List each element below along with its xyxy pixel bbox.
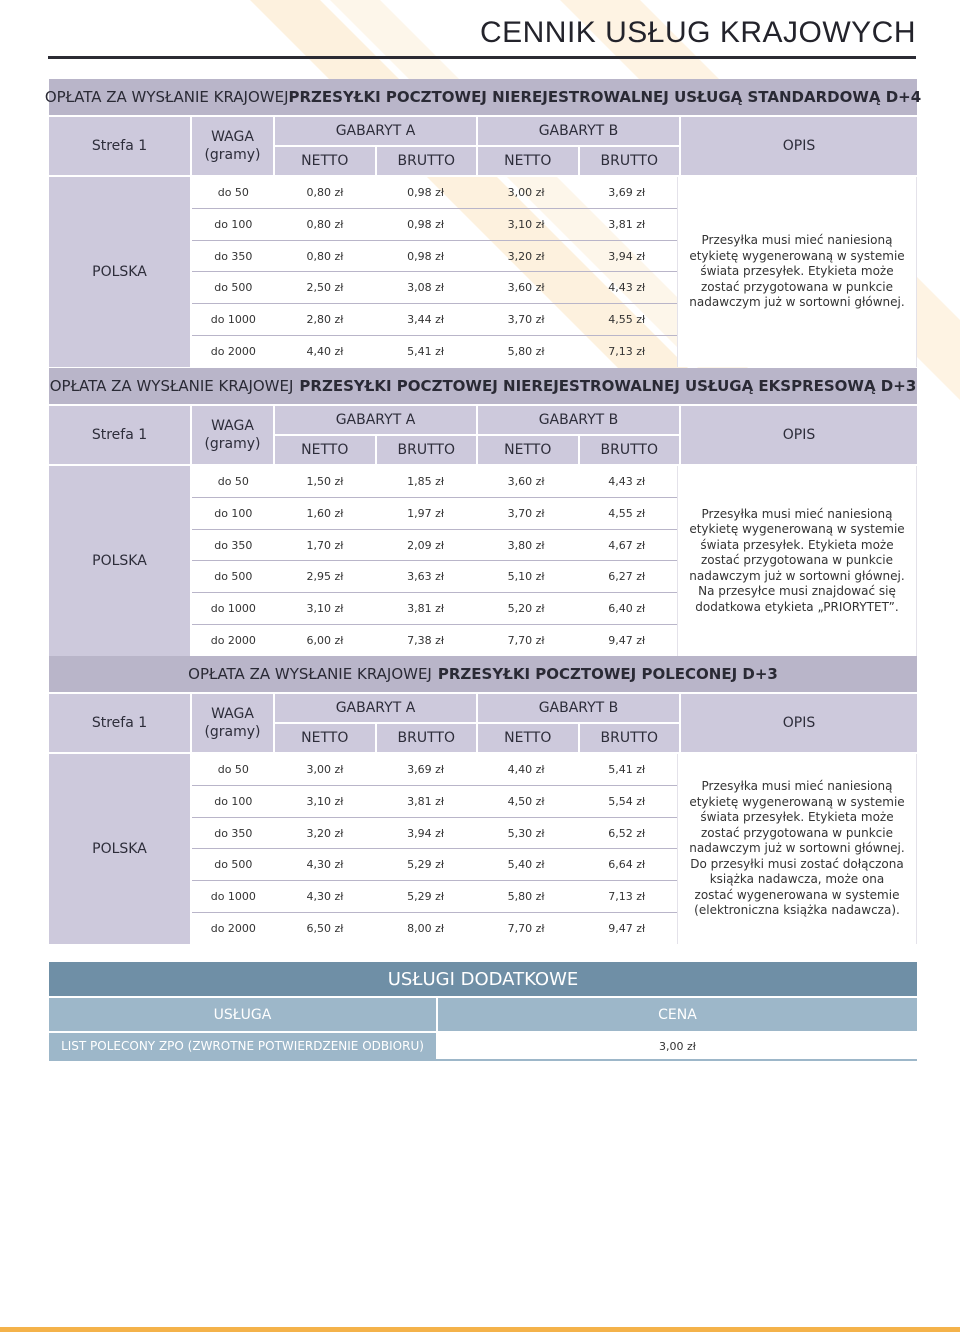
price-cell: 0,80 zł — [306, 217, 344, 231]
weight-cell: do 500 — [214, 281, 253, 295]
weight-cell: do 50 — [217, 474, 249, 488]
price-cell: 3,44 zł — [407, 313, 444, 327]
price-cell: 6,50 zł — [306, 922, 344, 936]
table-row — [192, 241, 677, 273]
description-line: książka nadawcza, może ona — [709, 872, 885, 887]
price-cell: 3,00 zł — [507, 185, 545, 199]
column-headers — [49, 117, 917, 177]
table-row — [192, 498, 677, 530]
weight-cell: do 1000 — [210, 313, 256, 327]
weight-header — [192, 406, 275, 464]
net-header: NETTO — [476, 147, 578, 175]
description-header: OPIS — [681, 117, 917, 175]
price-rows — [192, 466, 677, 656]
table-row — [192, 881, 677, 913]
section-title-bold: PRZESYŁKI POCZTOWEJ NIEREJESTROWALNEJ USŁUGĄ STANDARDOWĄ D+4 — [288, 88, 922, 106]
description-line: nadawczym już w sortowni głównej. — [689, 841, 905, 856]
net-header: NETTO — [476, 436, 578, 464]
price-cell: 3,70 zł — [507, 506, 545, 520]
table-row — [192, 561, 677, 593]
price-cell: 7,13 zł — [608, 890, 646, 904]
net-header: NETTO — [275, 147, 375, 175]
description-line: Przesyłka musi mieć naniesioną — [701, 779, 893, 794]
weight-cell: do 500 — [214, 858, 253, 872]
weight-cell: do 100 — [214, 506, 253, 520]
country-cell: POLSKA — [49, 177, 192, 367]
price-cell: 3,81 zł — [608, 217, 646, 231]
price-cell: 7,70 zł — [507, 634, 545, 648]
table-row — [192, 913, 677, 944]
price-cell: 6,64 zł — [608, 858, 646, 872]
gross-header: BRUTTO — [375, 436, 477, 464]
weight-cell: do 1000 — [210, 890, 256, 904]
price-cell: 4,30 zł — [306, 890, 344, 904]
weight-cell: do 350 — [214, 249, 253, 263]
price-cell: 8,00 zł — [407, 922, 444, 936]
price-cell: 3,20 zł — [306, 826, 344, 840]
price-cell: 0,80 zł — [306, 185, 344, 199]
weight-unit: (gramy) — [204, 724, 261, 740]
size-b-header: GABARYT B — [476, 117, 679, 145]
price-cell: 3,00 zł — [306, 762, 344, 776]
section-title-bold: PRZESYŁKI POCZTOWEJ POLECONEJ D+3 — [437, 665, 778, 683]
table-row — [192, 593, 677, 625]
price-cell: 5,20 zł — [507, 602, 545, 616]
price-cell: 3,81 zł — [407, 602, 444, 616]
service-price-cell: 3,00 zł — [438, 1033, 917, 1059]
section-title-regular: OPŁATA ZA WYSŁANIE KRAJOWEJ — [44, 88, 289, 106]
gross-header: BRUTTO — [375, 147, 477, 175]
price-cell: 3,81 zł — [407, 794, 444, 808]
weight-unit: (gramy) — [204, 147, 261, 163]
weight-unit: (gramy) — [204, 436, 261, 452]
weight-cell: do 2000 — [210, 634, 256, 648]
weight-header — [192, 694, 275, 752]
description-line: zostać wygenerowana w systemie — [694, 887, 900, 902]
table-row — [192, 625, 677, 656]
price-cell: 3,08 zł — [407, 281, 444, 295]
price-cell: 1,60 zł — [306, 506, 344, 520]
price-cell: 2,80 zł — [306, 313, 344, 327]
price-cell: 3,69 zł — [608, 185, 646, 199]
weight-cell: do 500 — [214, 570, 253, 584]
zone-header: Strefa 1 — [49, 694, 192, 752]
price-cell: 3,10 zł — [306, 602, 344, 616]
price-cell: 2,95 zł — [306, 570, 344, 584]
description-line: nadawczym już w sortowni głównej. — [689, 568, 905, 583]
size-headers — [275, 406, 681, 464]
net-header: NETTO — [275, 724, 375, 752]
additional-services-headers — [49, 998, 917, 1033]
table-row — [49, 1033, 917, 1061]
section-title — [44, 79, 922, 117]
price-cell: 7,13 zł — [608, 345, 646, 359]
price-cell: 5,40 zł — [507, 858, 545, 872]
price-cell: 0,98 zł — [407, 249, 444, 263]
price-cell: 5,29 zł — [407, 890, 444, 904]
price-cell: 2,09 zł — [407, 538, 444, 552]
price-cell: 2,50 zł — [306, 281, 344, 295]
price-cell: 3,10 zł — [507, 217, 545, 231]
weight-cell: do 350 — [214, 538, 253, 552]
column-headers — [49, 406, 917, 466]
weight-label: WAGA — [211, 418, 254, 434]
description-header: OPIS — [681, 694, 917, 752]
description-cell — [677, 754, 917, 944]
price-cell: 9,47 zł — [608, 634, 646, 648]
description-line: nadawczym już w sortowni głównej. — [689, 295, 905, 310]
price-cell: 3,20 zł — [507, 249, 545, 263]
description-line: Przesyłka musi mieć naniesioną — [701, 506, 893, 521]
price-cell: 5,80 zł — [507, 345, 545, 359]
price-cell: 4,40 zł — [507, 762, 545, 776]
price-cell: 1,70 zł — [306, 538, 344, 552]
price-cell: 5,54 zł — [608, 794, 646, 808]
size-a-header: GABARYT A — [275, 117, 476, 145]
description-line: świata przesyłek. Etykieta może — [700, 810, 894, 825]
description-line: dodatkowa etykieta „PRIORYTET”. — [695, 599, 899, 614]
price-cell: 3,60 zł — [507, 474, 545, 488]
price-cell: 5,29 zł — [407, 858, 444, 872]
section-title — [49, 368, 917, 406]
price-cell: 6,27 zł — [608, 570, 646, 584]
size-b-header: GABARYT B — [476, 694, 679, 722]
table-row — [192, 336, 677, 367]
weight-cell: do 2000 — [210, 345, 256, 359]
price-cell: 1,97 zł — [407, 506, 444, 520]
section-title — [49, 656, 917, 694]
gross-header: BRUTTO — [578, 724, 680, 752]
weight-cell: do 50 — [217, 762, 249, 776]
price-cell: 5,10 zł — [507, 570, 545, 584]
price-cell: 4,50 zł — [507, 794, 545, 808]
price-cell: 4,67 zł — [608, 538, 646, 552]
price-cell: 0,80 zł — [306, 249, 344, 263]
table-row — [192, 466, 677, 498]
price-cell: 0,98 zł — [407, 185, 444, 199]
description-line: Przesyłka musi mieć naniesioną — [701, 233, 893, 248]
table-row — [192, 818, 677, 850]
size-headers — [275, 117, 681, 175]
price-cell: 3,69 zł — [407, 762, 444, 776]
additional-services-title: USŁUGI DODATKOWE — [49, 962, 917, 998]
price-cell: 4,40 zł — [306, 345, 344, 359]
footer-accent-bar — [0, 1327, 960, 1332]
price-cell: 4,43 zł — [608, 474, 646, 488]
price-cell: 4,30 zł — [306, 858, 344, 872]
price-rows — [192, 177, 677, 367]
table-row — [192, 272, 677, 304]
price-cell: 7,70 zł — [507, 922, 545, 936]
price-cell: 3,94 zł — [608, 249, 646, 263]
description-line: (elektroniczna książka nadawcza). — [694, 903, 900, 918]
description-line: świata przesyłek. Etykieta może — [700, 264, 894, 279]
table-row — [192, 177, 677, 209]
price-cell: 0,98 zł — [407, 217, 444, 231]
price-cell: 5,30 zł — [507, 826, 545, 840]
price-table-express — [49, 368, 917, 656]
size-a-header: GABARYT A — [275, 406, 476, 434]
price-cell: 5,41 zł — [608, 762, 646, 776]
description-line: Do przesyłki musi zostać dołączona — [690, 856, 904, 871]
zone-header: Strefa 1 — [49, 406, 192, 464]
description-cell — [677, 466, 917, 656]
description-line: świata przesyłek. Etykieta może — [700, 537, 894, 552]
description-line: etykietę wygenerowaną w systemie — [689, 794, 905, 809]
price-cell: 5,41 zł — [407, 345, 444, 359]
price-cell: 3,63 zł — [407, 570, 444, 584]
price-cell: 3,94 zł — [407, 826, 444, 840]
country-cell: POLSKA — [49, 466, 192, 656]
description-line: zostać przygotowana w punkcie — [701, 279, 893, 294]
additional-services-table — [49, 962, 917, 1061]
size-headers — [275, 694, 681, 752]
price-cell: 4,43 zł — [608, 281, 646, 295]
description-line: Na przesyłce musi znajdować się — [698, 584, 896, 599]
weight-header — [192, 117, 275, 175]
price-header: CENA — [438, 998, 917, 1031]
title-rule — [48, 56, 916, 59]
zone-header: Strefa 1 — [49, 117, 192, 175]
section-title-regular: OPŁATA ZA WYSŁANIE KRAJOWEJ — [49, 377, 294, 395]
price-cell: 3,80 zł — [507, 538, 545, 552]
weight-cell: do 50 — [217, 185, 249, 199]
price-cell: 4,55 zł — [608, 506, 646, 520]
service-header: USŁUGA — [49, 998, 438, 1031]
price-cell: 1,85 zł — [407, 474, 444, 488]
description-line: zostać przygotowana w punkcie — [701, 553, 893, 568]
size-b-header: GABARYT B — [476, 406, 679, 434]
price-cell: 6,00 zł — [306, 634, 344, 648]
price-cell: 6,40 zł — [608, 602, 646, 616]
price-cell: 7,38 zł — [407, 634, 444, 648]
price-cell: 9,47 zł — [608, 922, 646, 936]
description-line: etykietę wygenerowaną w systemie — [689, 522, 905, 537]
price-cell: 4,55 zł — [608, 313, 646, 327]
description-line: etykietę wygenerowaną w systemie — [689, 248, 905, 263]
price-cell: 3,60 zł — [507, 281, 545, 295]
table-row — [192, 754, 677, 786]
table-row — [192, 786, 677, 818]
table-row — [192, 304, 677, 336]
price-cell: 6,52 zł — [608, 826, 646, 840]
page-title: CENNIK USŁUG KRAJOWYCH — [479, 16, 916, 49]
table-row — [192, 209, 677, 241]
country-cell: POLSKA — [49, 754, 192, 944]
table-row — [192, 849, 677, 881]
description-header: OPIS — [681, 406, 917, 464]
net-header: NETTO — [476, 724, 578, 752]
weight-label: WAGA — [211, 706, 254, 722]
column-headers — [49, 694, 917, 754]
section-title-regular: OPŁATA ZA WYSŁANIE KRAJOWEJ — [188, 665, 432, 683]
price-cell: 3,70 zł — [507, 313, 545, 327]
weight-cell: do 1000 — [210, 602, 256, 616]
table-row — [192, 530, 677, 562]
price-cell: 3,10 zł — [306, 794, 344, 808]
price-table-registered — [49, 656, 917, 944]
price-rows — [192, 754, 677, 944]
weight-cell: do 100 — [214, 794, 253, 808]
size-a-header: GABARYT A — [275, 694, 476, 722]
weight-cell: do 100 — [214, 217, 253, 231]
gross-header: BRUTTO — [578, 147, 680, 175]
weight-label: WAGA — [211, 129, 254, 145]
section-title-bold: PRZESYŁKI POCZTOWEJ NIEREJESTROWALNEJ USŁUGĄ EKSPRESOWĄ D+3 — [299, 377, 917, 395]
price-cell: 1,50 zł — [306, 474, 344, 488]
net-header: NETTO — [275, 436, 375, 464]
price-cell: 5,80 zł — [507, 890, 545, 904]
description-line: zostać przygotowana w punkcie — [701, 825, 893, 840]
gross-header: BRUTTO — [375, 724, 477, 752]
weight-cell: do 2000 — [210, 922, 256, 936]
description-cell — [677, 177, 917, 367]
service-name-cell: LIST POLECONY ZPO (ZWROTNE POTWIERDZENIE ODBIORU) — [49, 1033, 438, 1059]
weight-cell: do 350 — [214, 826, 253, 840]
gross-header: BRUTTO — [578, 436, 680, 464]
price-table-standard — [44, 79, 922, 367]
